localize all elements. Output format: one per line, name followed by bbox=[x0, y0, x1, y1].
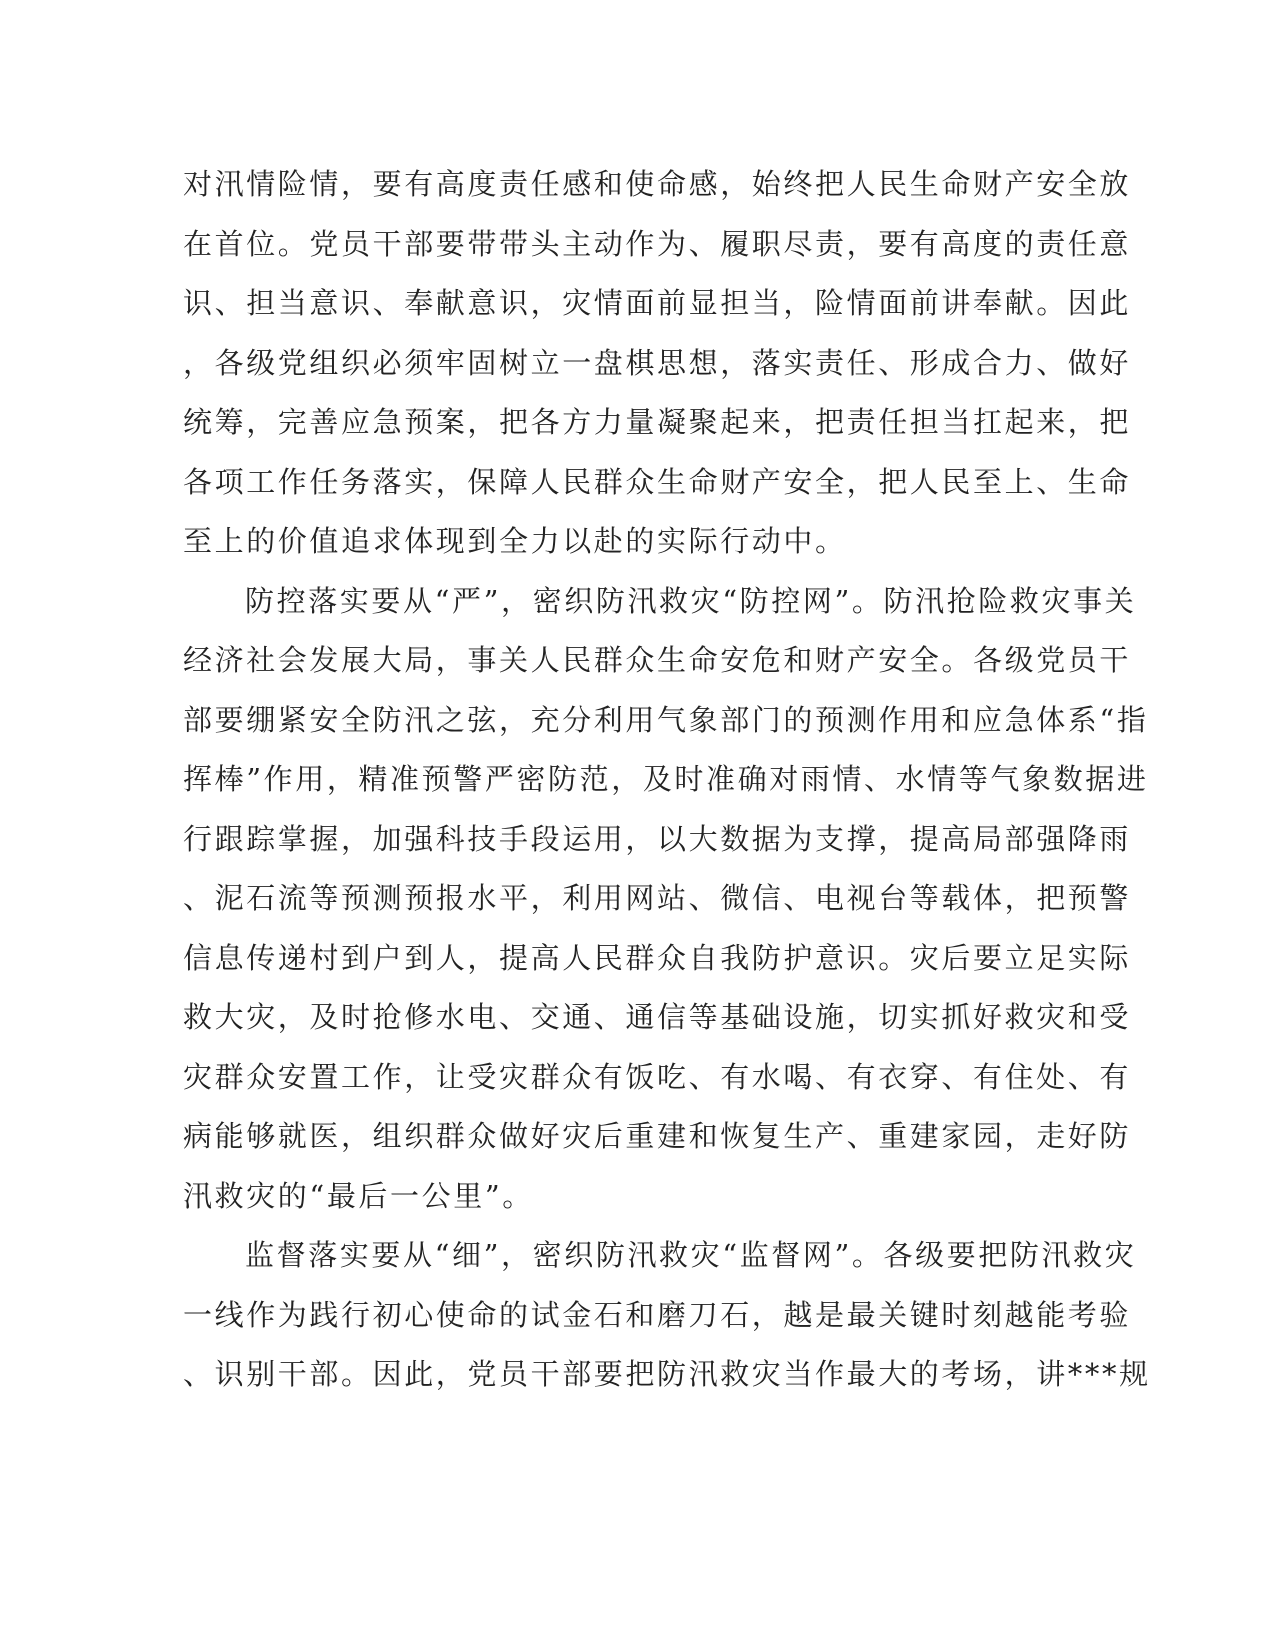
text-line: 、识别干部。因此，党员干部要把防汛救灾当作最大的考场，讲***规 bbox=[183, 1357, 1151, 1391]
text-line: 病能够就医，组织群众做好灾后重建和恢复生产、重建家园，走好防 bbox=[183, 1119, 1132, 1153]
text-line: 在首位。党员干部要带带头主动作为、履职尽责，要有高度的责任意 bbox=[183, 226, 1132, 261]
text-line: 汛救灾的“最后一公里”。 bbox=[183, 1178, 534, 1213]
text-line: 统筹，完善应急预案，把各方力量凝聚起来，把责任担当扛起来，把 bbox=[183, 405, 1132, 439]
text-line: 灾群众安置工作，让受灾群众有饭吃、有水喝、有衣穿、有住处、有 bbox=[183, 1059, 1132, 1094]
text-line: 救大灾，及时抢修水电、交通、通信等基础设施，切实抓好救灾和受 bbox=[183, 1000, 1132, 1034]
text-line: 挥棒”作用，精准预警严密防范，及时准确对雨情、水情等气象数据进 bbox=[183, 762, 1149, 796]
text-line: 对汛情险情，要有高度责任感和使命感，始终把人民生命财产安全放 bbox=[183, 167, 1132, 201]
text-line: 至上的价值追求体现到全力以赴的实际行动中。 bbox=[183, 524, 847, 558]
text-line: 识、担当意识、奉献意识，灾情面前显担当，险情面前讲奉献。因此 bbox=[183, 286, 1132, 320]
paragraph-2 bbox=[183, 572, 1149, 1227]
document-body bbox=[183, 155, 1151, 1405]
text-line-indented: 监督落实要从“细”，密织防汛救灾“监督网”。各级要把防汛救灾 bbox=[245, 1238, 1137, 1272]
text-line: 经济社会发展大局，事关人民群众生命安危和财产安全。各级党员干 bbox=[183, 643, 1132, 677]
text-line: 信息传递村到户到人，提高人民群众自我防护意识。灾后要立足实际 bbox=[183, 940, 1132, 975]
text-line: ，各级党组织必须牢固树立一盘棋思想，落实责任、形成合力、做好 bbox=[183, 345, 1132, 380]
text-line: 部要绷紧安全防汛之弦，充分利用气象部门的预测作用和应急体系“指 bbox=[183, 702, 1149, 737]
text-line: 、泥石流等预测预报水平，利用网站、微信、电视台等载体，把预警 bbox=[183, 881, 1132, 915]
text-line: 行跟踪掌握，加强科技手段运用，以大数据为支撑，提高局部强降雨 bbox=[183, 821, 1132, 856]
paragraph-1 bbox=[183, 155, 1132, 572]
text-line: 一线作为践行初心使命的试金石和磨刀石，越是最关键时刻越能考验 bbox=[183, 1297, 1132, 1332]
text-line-indented: 防控落实要从“严”，密织防汛救灾“防控网”。防汛抢险救灾事关 bbox=[245, 583, 1137, 618]
paragraph-3 bbox=[183, 1226, 1151, 1405]
text-line: 各项工作任务落实，保障人民群众生命财产安全，把人民至上、生命 bbox=[183, 464, 1132, 499]
